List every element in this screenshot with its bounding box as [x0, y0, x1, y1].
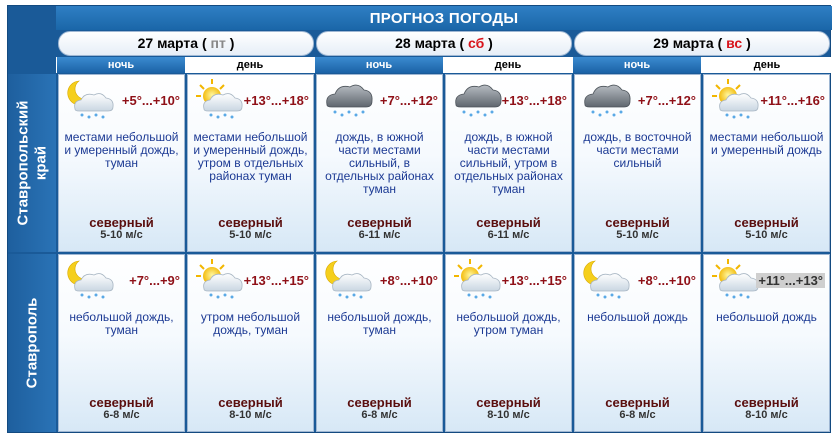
period-night: ночь: [572, 57, 701, 73]
weather-description: небольшой дождь, туман: [69, 310, 174, 337]
period-night: ночь: [56, 57, 185, 73]
wind-speed: 6-11 м/с: [358, 229, 401, 241]
forecast-cell: [187, 74, 314, 252]
temperature-range: +13°...+18°: [243, 93, 309, 108]
date-header-3: [574, 31, 830, 56]
date-header-1: [58, 31, 314, 56]
header-corner: [8, 6, 56, 74]
dark-cloud-rain-icon: [450, 77, 504, 119]
forecast-cell: [445, 74, 572, 252]
wind-speed: 6-8 м/с: [103, 409, 140, 421]
forecast-cell: [445, 254, 572, 432]
wind-direction: северный: [218, 395, 283, 410]
period-day: день: [701, 57, 832, 73]
temperature-range: +7°...+12°: [637, 93, 696, 108]
date-open-paren: (: [717, 35, 723, 51]
wind-direction: северный: [476, 215, 541, 230]
forecast-cell: [187, 254, 314, 432]
forecast-cell: [58, 254, 185, 432]
wind-speed: 8-10 м/с: [487, 409, 530, 421]
weather-description: небольшой дождь, утром туман: [456, 310, 561, 337]
wind-direction: северный: [347, 215, 412, 230]
period-night: ночь: [314, 57, 443, 73]
wind-speed: 6-11 м/с: [487, 229, 530, 241]
wind-direction: северный: [605, 215, 670, 230]
forecast-cell: [316, 74, 443, 252]
date-open-paren: (: [201, 35, 207, 51]
moon-cloud-rain-icon: [63, 257, 117, 299]
sun-cloud-rain-icon: [450, 257, 504, 299]
forecast-panel: [7, 5, 831, 433]
region-label-text: Ставрополь: [23, 297, 41, 389]
period-day: день: [443, 57, 572, 73]
date-close-paren: ): [746, 35, 751, 51]
wind-speed: 8-10 м/с: [745, 409, 788, 421]
wind-speed: 6-8 м/с: [619, 409, 656, 421]
date-close-paren: ): [488, 35, 493, 51]
temperature-range: +8°...+10°: [637, 273, 696, 288]
temperature-range: +8°...+10°: [379, 273, 438, 288]
moon-cloud-rain-icon: [63, 77, 117, 119]
wind-speed: 5-10 м/с: [229, 229, 272, 241]
day-of-week: вс: [726, 35, 743, 51]
dark-cloud-rain-icon: [579, 77, 633, 119]
weather-description: дождь, в восточной части местами сильный: [583, 130, 692, 170]
forecast-cell: [703, 74, 830, 252]
sun-cloud-rain-icon: [708, 257, 762, 299]
wind-direction: северный: [89, 215, 154, 230]
date-header-2: [316, 31, 572, 56]
moon-cloud-rain-icon: [579, 257, 633, 299]
dark-cloud-rain-icon: [321, 77, 375, 119]
date-close-paren: ): [229, 35, 235, 51]
weather-description: небольшой дождь: [716, 310, 817, 324]
wind-speed: 5-10 м/с: [100, 229, 143, 241]
weather-description: утром небольшой дождь, туман: [200, 310, 301, 337]
wind-speed: 5-10 м/с: [745, 229, 788, 241]
forecast-cell: [703, 254, 830, 432]
temperature-range: +7°...+9°: [129, 273, 180, 288]
forecast-title: ПРОГНОЗ ПОГОДЫ: [56, 6, 832, 30]
temperature-range: +7°...+12°: [379, 93, 438, 108]
sun-cloud-rain-icon: [708, 77, 762, 119]
forecast-cell: [58, 74, 185, 252]
weather-description: местами небольшой и умеренный дождь, утром в отдельных районах туман: [193, 130, 308, 183]
wind-speed: 8-10 м/с: [229, 409, 272, 421]
temperature-range: +13°...+15°: [501, 273, 567, 288]
moon-cloud-rain-icon: [321, 257, 375, 299]
date-text: 27 марта: [137, 35, 199, 51]
region-label-text: Ставропольский край: [14, 100, 49, 226]
temperature-range: +5°...+10°: [121, 93, 180, 108]
temperature-range: +11°...+16°: [760, 93, 825, 108]
period-day: день: [185, 57, 314, 73]
weather-description: небольшой дождь, туман: [327, 310, 432, 337]
weather-description: дождь, в южной части местами сильный, в отдельных районах туман: [325, 130, 434, 196]
day-of-week: сб: [468, 35, 485, 51]
wind-direction: северный: [218, 215, 283, 230]
weather-description: местами небольшой и умеренный дождь, туман: [64, 130, 179, 170]
wind-direction: северный: [605, 395, 670, 410]
date-open-paren: (: [459, 35, 465, 51]
wind-direction: северный: [734, 395, 799, 410]
date-text: 28 марта: [395, 35, 456, 51]
wind-direction: северный: [347, 395, 412, 410]
sun-cloud-rain-icon: [192, 77, 246, 119]
weather-description: небольшой дождь: [587, 310, 688, 324]
temperature-range: +11°...+13°: [758, 273, 823, 288]
weather-description: дождь, в южной части местами сильный, утром в отдельных районах туман: [454, 130, 563, 196]
wind-speed: 6-8 м/с: [361, 409, 398, 421]
temperature-range: +13°...+18°: [501, 93, 567, 108]
weather-description: местами небольшой и умеренный дождь: [709, 130, 824, 157]
day-of-week: пт: [210, 35, 226, 51]
date-text: 29 марта: [653, 35, 714, 51]
wind-direction: северный: [476, 395, 541, 410]
forecast-cell: [574, 74, 701, 252]
wind-direction: северный: [89, 395, 154, 410]
temperature-range: +13°...+15°: [243, 273, 309, 288]
wind-direction: северный: [734, 215, 799, 230]
region-label-krai: [8, 74, 56, 252]
forecast-cell: [574, 254, 701, 432]
region-label-city: [8, 254, 56, 432]
forecast-cell: [316, 254, 443, 432]
sun-cloud-rain-icon: [192, 257, 246, 299]
wind-speed: 5-10 м/с: [616, 229, 659, 241]
